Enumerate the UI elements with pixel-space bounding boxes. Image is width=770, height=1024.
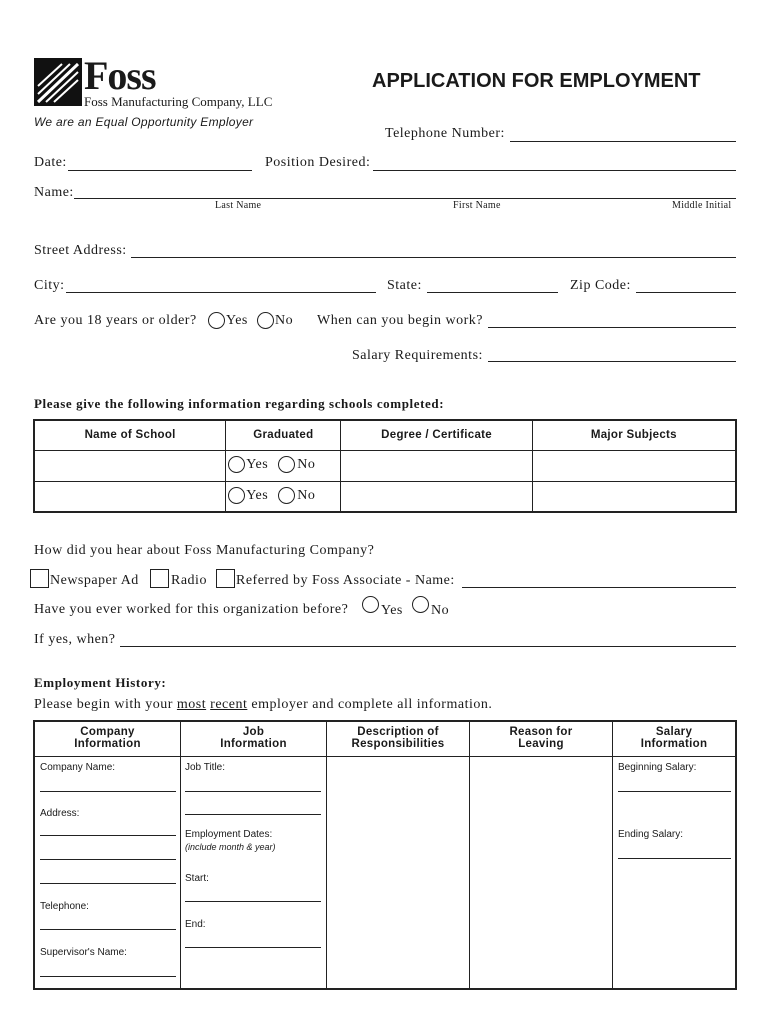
schools-heading: Please give the following information regarding schools completed:	[34, 396, 445, 411]
col-salary-header: Salary Information	[640, 726, 708, 750]
zip-field[interactable]	[636, 292, 736, 293]
employment-heading: Employment History:	[34, 675, 167, 690]
referred-name-field[interactable]	[462, 587, 736, 588]
ending-salary-label: Ending Salary:	[618, 829, 684, 840]
city-label: City:	[34, 278, 65, 293]
form-title: APPLICATION FOR EMPLOYMENT	[372, 70, 701, 92]
job-title-label: Job Title:	[185, 762, 226, 773]
emp-dates-note: (include month & year)	[185, 842, 276, 852]
grad-yes-radio[interactable]	[228, 456, 245, 473]
school-name-cell[interactable]	[34, 481, 226, 512]
equal-opportunity-tagline: We are an Equal Opportunity Employer	[34, 115, 254, 129]
radio-label: Radio	[171, 573, 207, 588]
company-name-label: Company Name:	[40, 762, 116, 773]
address-field-2[interactable]	[40, 859, 176, 860]
reason-area[interactable]	[470, 757, 612, 988]
grad-yes-radio[interactable]	[228, 487, 245, 504]
beginning-salary-label: Beginning Salary:	[618, 762, 697, 773]
age-no-label: No	[275, 313, 294, 328]
degree-cell[interactable]	[341, 450, 532, 481]
col-graduated-header: Graduated	[226, 420, 341, 450]
radio-checkbox[interactable]	[150, 569, 169, 588]
col-degree-header: Degree / Certificate	[341, 420, 532, 450]
city-field[interactable]	[66, 292, 376, 293]
address-label: Address:	[40, 808, 80, 819]
middle-initial-caption: Middle Initial	[672, 200, 732, 211]
company-name-field[interactable]	[40, 791, 176, 792]
job-title-field-2[interactable]	[185, 814, 321, 815]
worked-yes-label: Yes	[381, 603, 403, 618]
company-full-name: Foss Manufacturing Company, LLC	[84, 94, 273, 109]
salary-req-field[interactable]	[488, 361, 736, 362]
employment-instructions	[34, 697, 492, 713]
col-description-header: Description of Responsibilities	[351, 726, 445, 750]
referred-checkbox[interactable]	[216, 569, 235, 588]
begin-work-label: When can you begin work?	[317, 313, 483, 328]
graduated-cell	[226, 481, 341, 512]
col-reason-header: Reason for Leaving	[509, 726, 573, 750]
degree-cell[interactable]	[341, 481, 532, 512]
start-label: Start:	[185, 873, 209, 884]
emp-dates-label: Employment Dates:	[185, 829, 273, 840]
age-yes-radio[interactable]	[208, 312, 225, 329]
supervisor-label: Supervisor's Name:	[40, 947, 127, 958]
date-field[interactable]	[68, 170, 252, 171]
logo-wordmark: Foss	[84, 53, 156, 98]
referred-label: Referred by Foss Associate - Name:	[236, 573, 455, 588]
worked-no-label: No	[431, 603, 450, 618]
instr-post: employer and complete all information.	[251, 697, 493, 712]
grad-no-radio[interactable]	[278, 456, 295, 473]
if-yes-field[interactable]	[120, 646, 736, 647]
schools-table	[33, 419, 737, 513]
state-field[interactable]	[427, 292, 558, 293]
col-divider	[180, 722, 181, 988]
col-school-header: Name of School	[34, 420, 226, 450]
end-label: End:	[185, 919, 206, 930]
salary-req-label: Salary Requirements:	[352, 348, 483, 363]
grad-no-label: No	[297, 487, 316, 503]
street-label: Street Address:	[34, 243, 127, 258]
age-question: Are you 18 years or older?	[34, 313, 197, 328]
col-divider	[612, 722, 613, 988]
instr-recent: recent	[210, 697, 248, 712]
referral-question: How did you hear about Foss Manufacturing Company?	[34, 543, 375, 558]
zip-label: Zip Code:	[570, 278, 631, 293]
grad-no-label: No	[297, 456, 316, 472]
supervisor-field[interactable]	[40, 976, 176, 977]
telephone-emp-field[interactable]	[40, 929, 176, 930]
job-title-field-1[interactable]	[185, 791, 321, 792]
instr-most: most	[176, 697, 207, 712]
telephone-label: Telephone Number:	[385, 126, 505, 141]
subjects-cell[interactable]	[532, 450, 736, 481]
last-name-caption: Last Name	[215, 200, 262, 211]
position-field[interactable]	[373, 170, 736, 171]
position-label: Position Desired:	[265, 155, 371, 170]
newspaper-label: Newspaper Ad	[50, 573, 139, 588]
school-row	[34, 450, 736, 481]
telephone-field[interactable]	[510, 141, 736, 142]
col-subjects-header: Major Subjects	[532, 420, 736, 450]
state-label: State:	[387, 278, 422, 293]
name-label: Name:	[34, 185, 74, 200]
company-logo	[34, 58, 82, 106]
worked-no-radio[interactable]	[412, 596, 429, 613]
graduated-cell	[226, 450, 341, 481]
grad-no-radio[interactable]	[278, 487, 295, 504]
worked-yes-radio[interactable]	[362, 596, 379, 613]
telephone-emp-label: Telephone:	[40, 901, 89, 912]
if-yes-label: If yes, when?	[34, 632, 116, 647]
school-row	[34, 481, 736, 512]
grad-yes-label: Yes	[246, 456, 269, 472]
col-company-header: Company Information	[74, 726, 141, 750]
name-field[interactable]	[74, 198, 736, 199]
start-field[interactable]	[185, 901, 321, 902]
age-yes-label: Yes	[226, 313, 248, 328]
instr-pre: Please begin with your	[34, 697, 173, 712]
school-name-cell[interactable]	[34, 450, 226, 481]
subjects-cell[interactable]	[532, 481, 736, 512]
street-field[interactable]	[131, 257, 736, 258]
ending-salary-field[interactable]	[618, 858, 731, 859]
address-field-1[interactable]	[40, 835, 176, 836]
newspaper-checkbox[interactable]	[30, 569, 49, 588]
foss-logo-icon	[34, 58, 82, 106]
first-name-caption: First Name	[453, 200, 501, 211]
employment-table	[33, 720, 737, 990]
grad-yes-label: Yes	[246, 487, 269, 503]
worked-before-question: Have you ever worked for this organization before?	[34, 602, 349, 617]
address-field-3[interactable]	[40, 883, 176, 884]
age-no-radio[interactable]	[257, 312, 274, 329]
end-field[interactable]	[185, 947, 321, 948]
begin-work-field[interactable]	[488, 327, 736, 328]
date-label: Date:	[34, 155, 67, 170]
col-job-header: Job Information	[220, 726, 287, 750]
beginning-salary-field[interactable]	[618, 791, 731, 792]
description-area[interactable]	[327, 757, 469, 988]
